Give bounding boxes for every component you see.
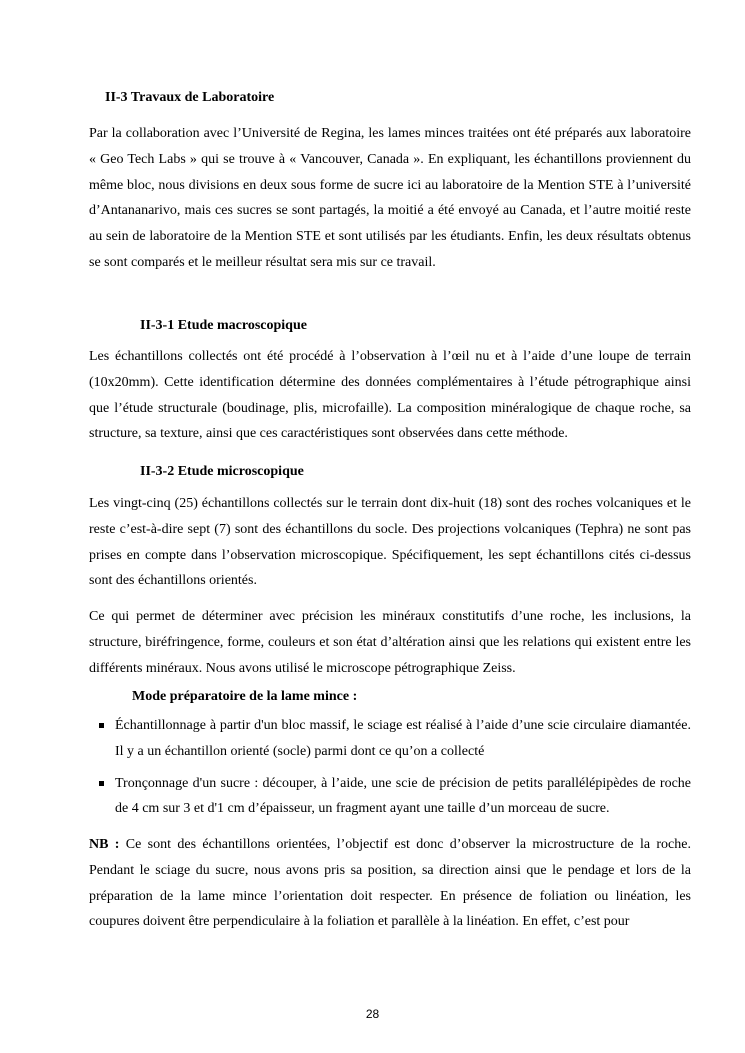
micro-paragraph-1: Les vingt-cinq (25) échantillons collectés sur le terrain dont dix-huit (18) sont des roches volcaniques et le reste c’est-à-dire sept (7) sont des échantillons du socle. Des projections volcaniques (Tephra) ne sont pas prises en compte dans l’observation microscopique. Spécifiquement, les sept échantillons cités ci-dessus sont des échantillons orientés.: [89, 496, 691, 589]
section-title: II-3 Travaux de Laboratoire: [105, 90, 275, 105]
list-item: [89, 771, 691, 823]
micro-subsection-title: II-3-2 Etude microscopique: [140, 464, 304, 479]
square-bullet-icon: [99, 723, 104, 728]
nb-paragraph: [89, 832, 691, 935]
page-number: 28: [365, 1007, 380, 1021]
micro-paragraph-2: Ce qui permet de déterminer avec précision les minéraux constitutifs d’une roche, les inclusions, la structure, biréfringence, forme, couleurs et son état d’altération ainsi que les relations qui existent entre les différents minéraux. Nous avons utilisé le microscope pétrographique Zeiss.: [89, 609, 691, 676]
list-item-text: Tronçonnage d'un sucre : découper, à l’aide, une scie de précision de petits parallélépipèdes de roche de 4 cm sur 3 et d'1 cm d’épaisseur, un fragment ayant une taille d’un morceau de sucre.: [115, 775, 691, 817]
list-item-text: Échantillonnage à partir d'un bloc massif, le sciage est réalisé à l’aide d’une scie circulaire diamantée. Il y a un échantillon orienté (socle) parmi dont ce qu’on a collecté: [115, 718, 691, 759]
macro-subsection-title: II-3-1 Etude macroscopique: [140, 318, 307, 333]
square-bullet-icon: [99, 781, 104, 786]
macro-paragraph: Les échantillons collectés ont été procédé à l’observation à l’œil nu et à l’aide d’une loupe de terrain (10x20mm). Cette identification détermine des données complémentaires à l’étude pétrographique ainsi que l’étude structurale (boudinage, plis, microfaille). La composition minéralogique de chaque roche, sa structure, sa texture, ainsi que ces caractéristiques sont observées dans cette méthode.: [89, 349, 691, 442]
nb-label: NB :: [89, 837, 120, 852]
list-item: [89, 713, 691, 765]
mode-list: [89, 713, 691, 828]
nb-text: Ce sont des échantillons orientées, l’objectif est donc d’observer la microstructure de la roche. Pendant le sciage du sucre, nous avons pris sa position, sa direction ainsi que le pendage et lors de la préparation de la lame mince l’orientation doit respecter. En présence de foliation ou linéation, les coupures doivent être perpendiculaire à la foliation et parallèle à la linéation. En effet, c’est pour: [89, 837, 691, 930]
mode-title: Mode préparatoire de la lame mince :: [132, 689, 358, 704]
intro-paragraph: Par la collaboration avec l’Université de Regina, les lames minces traitées ont été préparés aux laboratoire « Geo Tech Labs » qui se trouve à « Vancouver, Canada ». En expliquant, les échantillons proviennent du même bloc, nous divisions en deux sous forme de sucre ici au laboratoire de la Mention STE à l’université d’Antananarivo, mais ces sucres se sont partagés, la moitié a été envoyé au Canada, et l’autre moitié reste au sein de laboratoire de la Mention STE et sont utilisés par les étudiants. Enfin, les deux résultats obtenus se sont comparés et le meilleur résultat sera mis sur ce travail.: [89, 126, 691, 270]
